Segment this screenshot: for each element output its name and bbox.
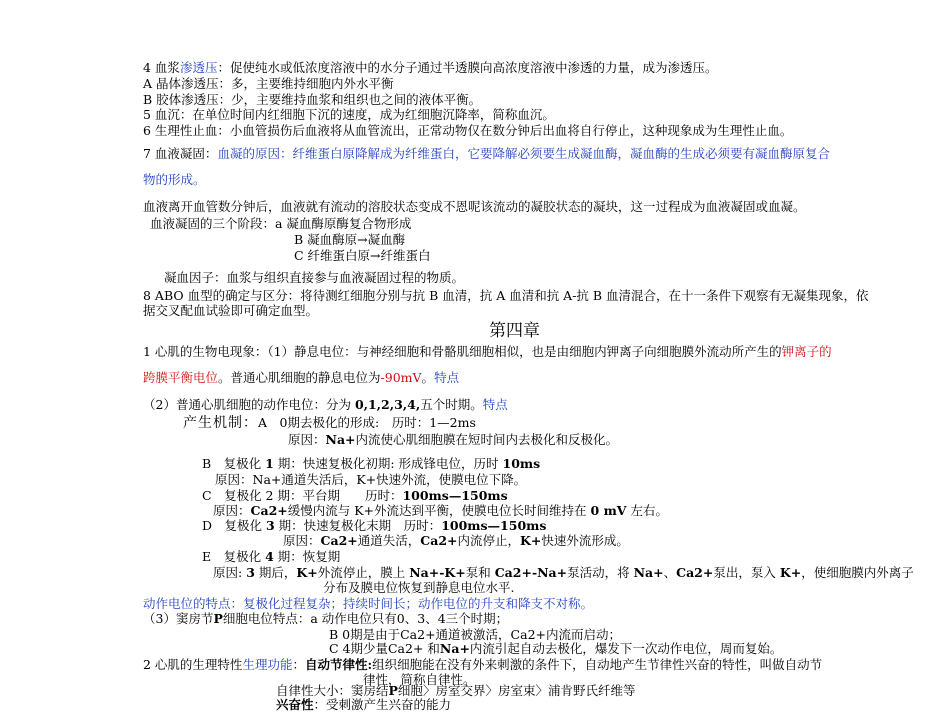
sinoatrial-c: C 4期少量Ca2+ 和Na+内流引起自动去极化，爆发下一次动作电位，周而复始。: [329, 641, 783, 656]
phase-b-cause: 原因：Na+通道失活后，K+快速外流，使膜电位下降。: [215, 472, 527, 487]
coagulation-definition: 血液离开血管数分钟后，血液就有流动的溶胶状态变成不恩呢该流动的凝胶状态的凝块，这一过程成为血液凝固或血凝。: [143, 199, 806, 214]
coagulation-line-cont: 物的形成。: [143, 172, 206, 187]
action-potential-features: 动作电位的特点：复极化过程复杂；持续时间长；动作电位的升支和降支不对称。: [143, 596, 594, 611]
phase-e-cause-cont: 分布及膜电位恢复到静息电位水平.: [323, 580, 515, 595]
stage-b: B 凝血酶原→凝血酶: [294, 232, 406, 247]
chapter-title: 第四章: [489, 321, 540, 341]
colloid-osmotic-line: B 胶体渗透压：少，主要维持血浆和组织也之间的液体平衡。: [143, 92, 482, 107]
crystal-osmotic-line: A 晶体渗透压：多，主要维持细胞内外水平衡: [143, 76, 394, 91]
phase-e-cause: 原因: 3 期后，K+外流停止，膜上 Na+-K+泵和 Ca2+-Na+泵活动，将 Na+、Ca2+泵出，泵入 K+，使细胞膜内外离子: [213, 565, 914, 580]
physiology-line: 2 心肌的生理特性生理功能：自动节律性:组织细胞能在没有外来刺激的条件下，自动地产生节律性兴奋的特性，叫做自动节: [143, 657, 823, 672]
phase-b: B 复极化 1 期：快速复极化初期: 形成锋电位，历时 10ms: [202, 456, 541, 471]
abo-line-cont: 据交叉配血试验即可确定血型。: [143, 303, 319, 318]
resting-potential-line: 跨膜平衡电位。普通心肌细胞的静息电位为-90mV。特点: [143, 370, 460, 385]
phase-a-cause: 原因：Na+内流使心肌细胞膜在短时间内去极化和反极化。: [288, 432, 619, 447]
phase-d: D 复极化 3 期：快速复极化末期 历时：100ms—150ms: [202, 518, 547, 533]
coagulation-line: 7 血液凝固：血凝的原因：纤维蛋白原降解成为纤维蛋白，它要降解必须要生成凝血酶，凝血酶的生成必须要有凝血酶原复合: [143, 146, 830, 161]
osmotic-pressure-line: 4 血浆渗透压：促使纯水或低浓度溶液中的水分子通过半透膜向高浓度溶液中渗透的力量，成为渗透压。: [143, 60, 718, 75]
phase-d-cause: 原因：Ca2+通道失活，Ca2+内流停止，K+快速外流形成。: [283, 533, 629, 548]
action-potential-line: （2）普通心肌细胞的动作电位：分为 0,1,2,3,4,五个时期。特点: [143, 397, 508, 412]
abo-line: 8 ABO 血型的确定与区分：将待测红细胞分别与抗 B 血清，抗 A 血清和抗 A-抗 B 血清混合，在十一条件下观察有无凝集现象，依: [143, 288, 869, 303]
sinoatrial-line: （3）窦房节P细胞电位特点：a 动作电位只有0、3、4三个时期；: [143, 611, 509, 626]
mechanism-phase-a: 产生机制：A 0期去极化的形成: 历时：1—2ms: [183, 415, 476, 431]
hemostasis-line: 6 生理性止血：小血管损伤后血液将从血管流出，正常动物仅在数分钟后出血将自行停止，这种现象成为生理性止血。: [143, 123, 793, 138]
phase-c: C 复极化 2 期：平台期 历时：100ms—150ms: [202, 488, 508, 503]
coagulation-stages: 血液凝固的三个阶段：a 凝血酶原酶复合物形成: [150, 216, 412, 231]
bioelectric-line: 1 心肌的生物电现象：（1）静息电位：与神经细胞和骨骼肌细胞相似，也是由细胞内钾离子向细胞膜外流动所产生的钾离子的: [143, 344, 832, 359]
phase-c-cause: 原因：Ca2+缓慢内流与 K+外流达到平衡，使膜电位长时间维持在 0 mV 左右。: [213, 503, 668, 518]
physiology-line-cont: 律性，简称自律性。: [363, 672, 476, 687]
sinoatrial-b: B 0期是由于Ca2+通道被激活，Ca2+内流而启动；: [329, 627, 621, 642]
phase-e: E 复极化 4 期：恢复期: [202, 549, 341, 564]
excitability-line: 兴奋性：受刺激产生兴奋的能力: [276, 697, 452, 712]
esr-line: 5 血沉：在单位时间内红细胞下沉的速度，成为红细胞沉降率，简称血沉。: [143, 107, 555, 122]
coagulation-factors: 凝血因子：血浆与组织直接参与血液凝固过程的物质。: [164, 270, 465, 285]
autorhythmicity-order: 自律性大小：窦房结P细胞〉房室交界〉房室束〉浦肯野氏纤维等: [276, 683, 636, 698]
stage-c: C 纤维蛋白原→纤维蛋白: [294, 248, 431, 263]
